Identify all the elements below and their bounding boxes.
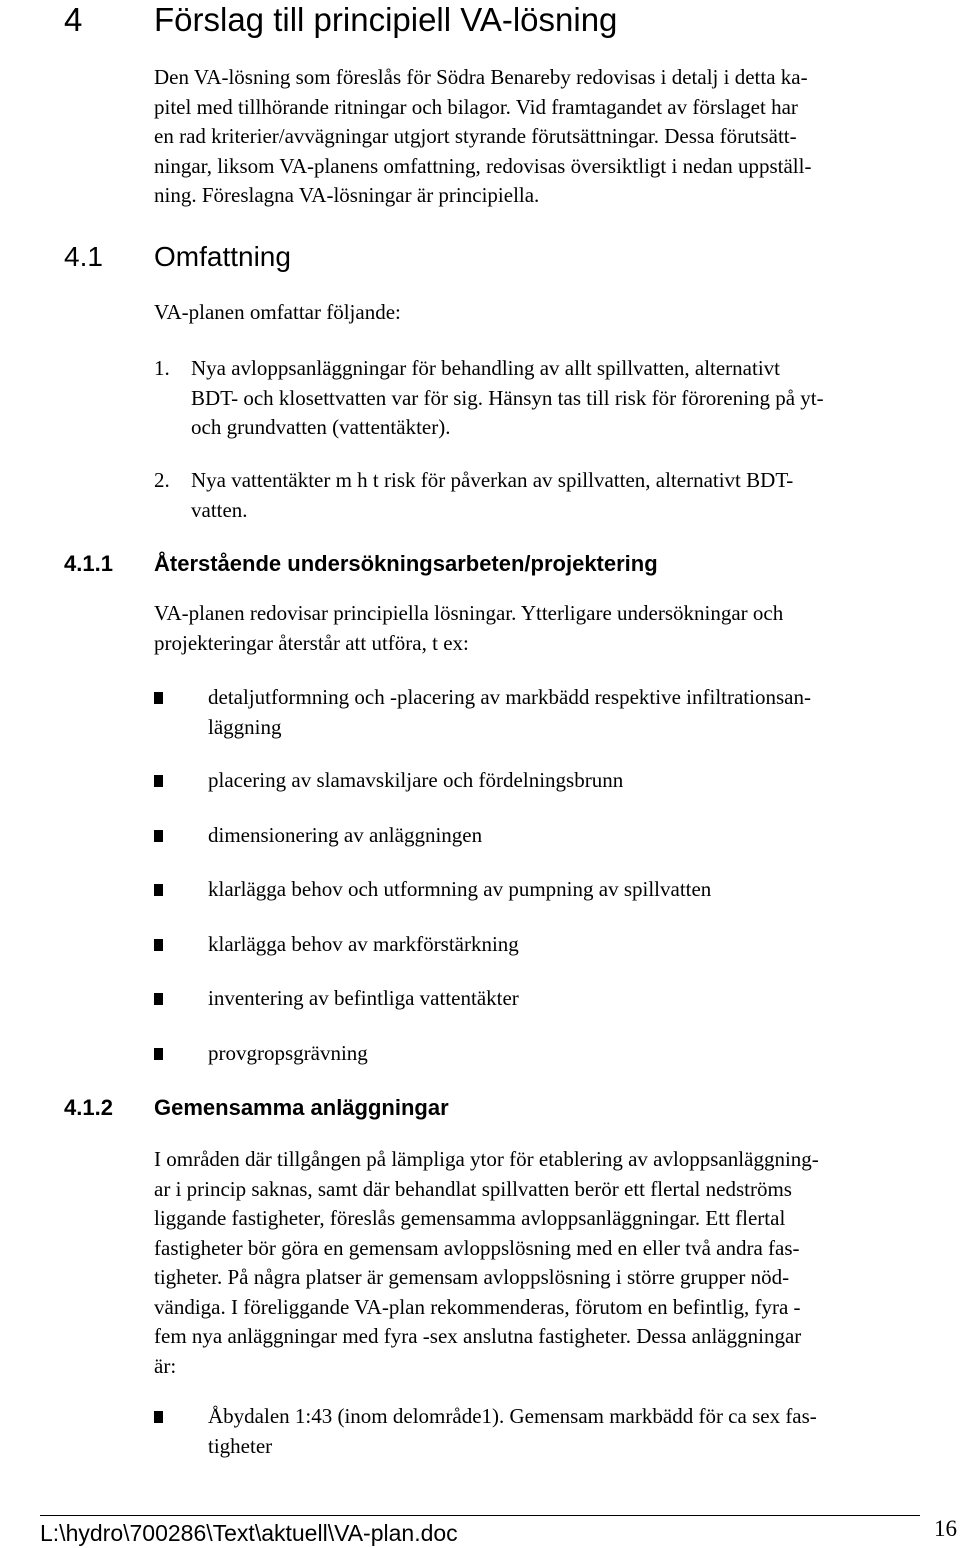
intro-paragraph: Den VA-lösning som föreslås för Södra Benareby redovisas i detalj i detta ka- pitel med tillhörande ritningar och bilagor. Vid framtagandet av förslaget har en rad kriterier/avvägningar utgjort styrande förutsättningar. Dessa förutsätt- ningar, liksom VA-planens omfattning, redovisas översiktligt i nedan uppställ- ning. Föreslagna VA-lösningar är principiella. — [154, 65, 812, 207]
numbered-item — [154, 466, 944, 525]
section-title: Återstående undersökningsarbeten/projektering — [154, 551, 658, 576]
footer-file-path: L:\hydro\700286\Text\aktuell\VA-plan.doc — [40, 1520, 458, 1546]
square-bullet-icon — [154, 692, 163, 704]
square-bullet-icon — [154, 1411, 163, 1423]
list-item — [154, 766, 944, 796]
list-item — [154, 683, 944, 742]
list-item-text: inventering av befintliga vattentäkter — [208, 986, 519, 1010]
section-heading-4-1 — [64, 240, 291, 274]
square-bullet-icon — [154, 939, 163, 951]
square-bullet-icon — [154, 1048, 163, 1060]
square-bullet-icon — [154, 884, 163, 896]
item-number: 2. — [154, 468, 170, 492]
section-4-1-2-text: I områden där tillgången på lämpliga ytor för etablering av avloppsanläggning- ar i princip saknas, samt där behandlat spillvatten berör ett flertal nedströms liggande fastigheter, föreslås gemensamma avloppsanläggningar. Ett flertal fastigheter bör göra en gemensam avloppslösning med en eller två andra fas- tigheter. På några platser är gemensam avloppslösning i större grupper nöd- vändiga. I föreliggande VA-plan rekommenderas, förutom en befintlig, fyra - fem nya anläggningar med fyra -sex anslutna fastigheter. Dessa anläggningar är: — [154, 1147, 819, 1378]
page-number: 16 — [934, 1516, 957, 1541]
section-title: Omfattning — [154, 241, 291, 272]
item-number: 1. — [154, 356, 170, 380]
section-4-1-text: VA-planen omfattar följande: — [154, 300, 401, 324]
section-number: 4.1 — [64, 241, 103, 272]
list-item-text: klarlägga behov av markförstärkning — [208, 932, 519, 956]
chapter-number: 4 — [64, 1, 83, 38]
section-title: Gemensamma anläggningar — [154, 1095, 449, 1120]
item-text: Nya avloppsanläggningar för behandling av allt spillvatten, alternativt BDT- och klosettvatten var för sig. Hänsyn tas till risk för förorening på yt- och grundvatten (vattentäkter). — [191, 356, 824, 439]
footer-divider — [40, 1515, 920, 1516]
square-bullet-icon — [154, 775, 163, 787]
list-item — [154, 984, 944, 1014]
list-item — [154, 930, 944, 960]
section-4-1-1-text: VA-planen redovisar principiella lösningar. Ytterligare undersökningar och projekteringar återstår att utföra, t ex: — [154, 601, 784, 655]
list-item-text: dimensionering av anläggningen — [208, 823, 483, 847]
list-item-text: provgropsgrävning — [208, 1041, 368, 1065]
list-item-text: Åbydalen 1:43 (inom delområde1). Gemensam markbädd för ca sex fas- tigheter — [208, 1404, 817, 1458]
square-bullet-icon — [154, 830, 163, 842]
square-bullet-icon — [154, 993, 163, 1005]
list-item — [154, 875, 944, 905]
section-number: 4.1.1 — [64, 551, 113, 576]
item-text: Nya vattentäkter m h t risk för påverkan av spillvatten, alternativt BDT- vatten. — [191, 468, 794, 522]
list-item-text: klarlägga behov och utformning av pumpning av spillvatten — [208, 877, 712, 901]
section-heading-4-1-1 — [64, 550, 658, 578]
list-item-text: placering av slamavskiljare och fördelningsbrunn — [208, 768, 624, 792]
section-heading-4-1-2 — [64, 1094, 449, 1122]
numbered-item — [154, 354, 944, 443]
list-item — [154, 1039, 944, 1069]
list-item — [154, 1402, 944, 1461]
section-number: 4.1.2 — [64, 1095, 113, 1120]
list-item-text: detaljutformning och -placering av markbädd respektive infiltrationsan- läggning — [208, 685, 811, 739]
chapter-heading — [64, 0, 617, 40]
list-item — [154, 821, 944, 851]
chapter-title: Förslag till principiell VA-lösning — [154, 1, 618, 38]
